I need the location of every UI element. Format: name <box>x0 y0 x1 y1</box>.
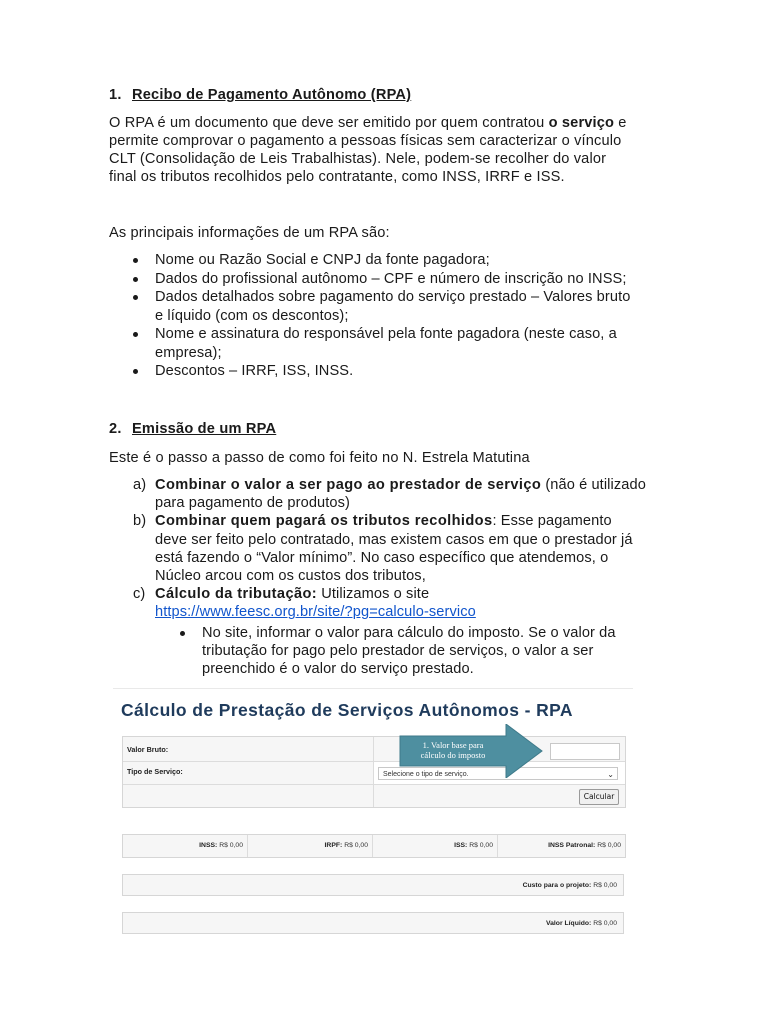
step-bold: Combinar quem pagará os tributos recolhidos <box>155 513 493 530</box>
form-title: Cálculo de Prestação de Serviços Autônomos - RPA <box>121 700 573 720</box>
section-2-title: Emissão de um RPA <box>132 421 277 437</box>
calculo-servico-link[interactable]: https://www.feesc.org.br/site/?pg=calculo-servico <box>155 604 476 621</box>
steps-list <box>109 476 669 678</box>
valor-bruto-input[interactable] <box>550 743 620 760</box>
tipo-servico-row <box>123 762 625 785</box>
step-bold: Combinar o valor a ser pago ao prestador de serviço <box>155 477 542 493</box>
callout-text: 1. Valor base para cálculo do imposto <box>420 740 486 760</box>
paragraph-line: final os tributos recolhidos pelo contratante, como INSS, IRRF e ISS. <box>109 169 565 185</box>
custo-value: R$ 0,00 <box>593 882 617 889</box>
step-bold: Cálculo da tributação: <box>155 586 318 603</box>
valor-liquido-row <box>122 912 624 934</box>
iss-result: ISS: R$ 0,00 <box>373 835 498 857</box>
list-item: Nome ou Razão Social e CNPJ da fonte pagadora; <box>109 251 669 270</box>
form-table <box>122 736 626 808</box>
section-1-title: Recibo de Pagamento Autônomo (RPA) <box>132 87 412 103</box>
step-label: a) <box>133 477 147 493</box>
custo-projeto-row <box>122 874 624 896</box>
section-1-heading <box>109 87 411 103</box>
liquido-label: Valor Líquido: <box>545 920 592 927</box>
list-item: No site, informar o valor para cálculo do imposto. Se o valor da tributação for pago pelo prestador de serviços, o valor a ser preenchido é o valor do serviço prestado. <box>155 624 669 679</box>
list-item: Dados detalhados sobre pagamento do serviço prestado – Valores bruto e líquido (com os descontos); <box>109 288 669 325</box>
step-item-c: c) Cálculo da tributação: Utilizamos o site https://www.feesc.org.br/site/?pg=calculo-servico No site, informar o valor para cálculo do imposto. Se o valor da tributação for pago pelo prestador de serviços, o valor a ser preenchido é o valor do serviço prestado. <box>109 585 669 678</box>
tipo-servico-label: Tipo de Serviço: <box>127 767 183 776</box>
list-item: Dados do profissional autônomo – CPF e número de inscrição no INSS; <box>109 270 669 289</box>
step-label: c) <box>133 586 146 603</box>
paragraph-line: CLT (Consolidação de Leis Trabalhistas). Nele, podem-se recolher do valor <box>109 151 607 167</box>
chevron-down-icon: ⌄ <box>607 770 614 779</box>
divider <box>113 688 633 689</box>
section-2-heading <box>109 421 276 437</box>
step-item-a: a) Combinar o valor a ser pago ao prestador de serviço (não é utilizado para pagamento de produtos) <box>133 477 646 512</box>
section-1-paragraph <box>109 114 664 186</box>
step-label: b) <box>133 513 147 530</box>
list-item: Descontos – IRRF, ISS, INSS. <box>109 362 669 381</box>
valor-bruto-row <box>123 737 625 762</box>
calcular-button[interactable]: Calcular <box>579 789 619 805</box>
inss-result: INSS: R$ 0,00 <box>123 835 248 857</box>
rpa-info-list <box>109 251 669 381</box>
list-item: Nome e assinatura do responsável pela fonte pagadora (neste caso, a empresa); <box>109 325 669 362</box>
tipo-servico-select[interactable]: Selecione o tipo de serviço. ⌄ <box>378 767 618 780</box>
step-item-b: b) Combinar quem pagará os tributos recolhidos: Esse pagamento deve ser feito pelo contratado, mas existem casos em que o prestador já está fazendo o “Valor mínimo”. No caso específico que atendemos, o Núcleo arcou com os custos dos tributos, <box>133 513 633 585</box>
irpf-result: IRPF: R$ 0,00 <box>248 835 373 857</box>
custo-label: Custo para o projeto: <box>522 882 592 889</box>
liquido-value: R$ 0,00 <box>593 920 617 927</box>
section-2-intro: Este é o passo a passo de como foi feito no N. Estrela Matutina <box>109 450 530 466</box>
section-1-intro: As principais informações de um RPA são: <box>109 225 390 241</box>
bold-term: o serviço <box>548 115 615 131</box>
sub-list <box>155 624 669 679</box>
results-row <box>122 834 626 858</box>
valor-bruto-label: Valor Bruto: <box>127 745 169 754</box>
paragraph-line: O RPA é um documento que deve ser emitido por quem contratou o serviço e <box>109 115 627 131</box>
inss-patronal-result: INSS Patronal: R$ 0,00 <box>548 842 621 849</box>
rpa-form-screenshot <box>113 688 633 940</box>
button-row <box>123 785 625 807</box>
section-2-number: 2. <box>109 421 122 437</box>
section-1-number: 1. <box>109 87 122 103</box>
paragraph-line: permite comprovar o pagamento a pessoas físicas sem caracterizar o vínculo <box>109 133 622 149</box>
